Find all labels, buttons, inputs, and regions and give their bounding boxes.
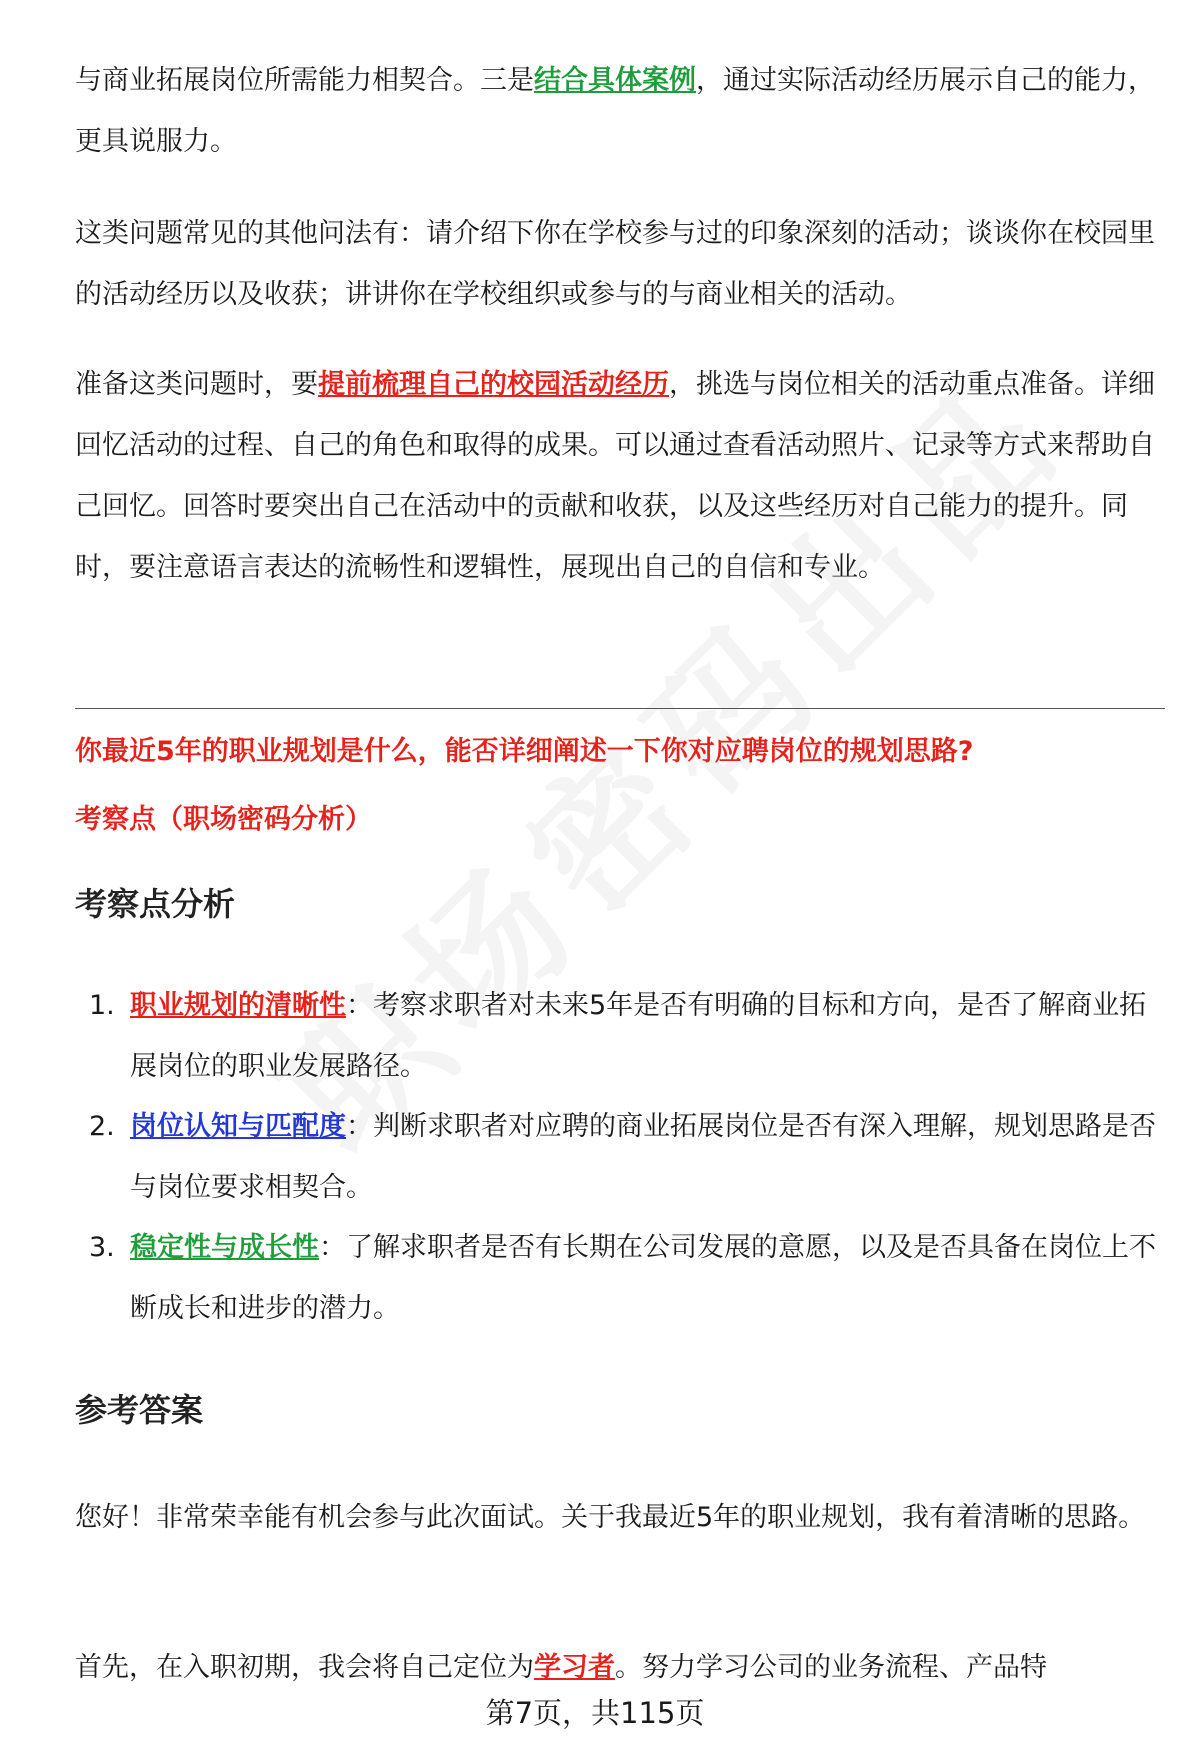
list-number: 2.	[89, 1111, 115, 1142]
highlight-learner: 学习者	[534, 1652, 615, 1683]
text-run: ，通过实际活动经历展示自己的能力，更具说服力。	[75, 65, 1155, 157]
section-divider	[75, 708, 1165, 709]
text-run: 首先，在入职初期，我会将自己定位为	[75, 1652, 534, 1683]
analysis-key-term: 稳定性与成长性	[130, 1232, 319, 1263]
analysis-description: ：了解求职者是否有长期在公司发展的意愿，以及是否具备在岗位上不断成长和进步的潜力。	[130, 1232, 1156, 1324]
highlight-review-campus-activities: 提前梳理自己的校园活动经历	[318, 369, 669, 400]
text-run: 准备这类问题时，要	[75, 369, 318, 400]
interview-question: 你最近5年的职业规划是什么，能否详细阐述一下你对应聘岗位的规划思路?	[75, 736, 974, 767]
list-number: 1.	[89, 990, 115, 1021]
list-item-body	[130, 1217, 1170, 1339]
analysis-key-term: 职业规划的清晰性	[130, 990, 346, 1021]
analysis-description: ：判断求职者对应聘的商业拓展岗位是否有深入理解，规划思路是否与岗位要求相契合。	[130, 1111, 1156, 1203]
question-subtitle: 考察点（职场密码分析）	[75, 804, 372, 835]
intro-paragraph-3	[75, 354, 1165, 598]
text-run: 。努力学习公司的业务流程、产品特	[615, 1652, 1047, 1683]
list-item-body	[130, 1096, 1170, 1218]
list-number: 3.	[89, 1232, 115, 1263]
analysis-heading: 考察点分析	[75, 885, 236, 923]
analysis-description: ：考察求职者对未来5年是否有明确的目标和方向，是否了解商业拓展岗位的职业发展路径。	[130, 990, 1147, 1082]
analysis-key-term: 岗位认知与匹配度	[130, 1111, 346, 1142]
answer-heading: 参考答案	[75, 1391, 204, 1429]
answer-paragraph-1: 您好！非常荣幸能有机会参与此次面试。关于我最近5年的职业规划，我有着清晰的思路。	[75, 1502, 1146, 1533]
text-run: ，挑选与岗位相关的活动重点准备。详细回忆活动的过程、自己的角色和取得的成果。可以通过查看活动照片、记录等方式来帮助自己回忆。回答时要突出自己在活动中的贡献和收获，以及这些经历对自己能力的提升。同时，要注意语言表达的流畅性和逻辑性，展现出自己的自信和专业。	[75, 369, 1155, 583]
list-item-body	[130, 975, 1170, 1097]
text-run: 与商业拓展岗位所需能力相契合。三是	[75, 65, 534, 96]
answer-paragraph-2	[75, 1637, 1165, 1698]
page-number: 第7页，共115页	[485, 1696, 705, 1730]
intro-paragraph-2: 这类问题常见的其他问法有：请介绍下你在学校参与过的印象深刻的活动；谈谈你在校园里的活动经历以及收获；讲讲你在学校组织或参与的与商业相关的活动。	[75, 218, 1155, 310]
intro-paragraph-1	[75, 50, 1165, 172]
highlight-concrete-cases: 结合具体案例	[534, 65, 696, 96]
